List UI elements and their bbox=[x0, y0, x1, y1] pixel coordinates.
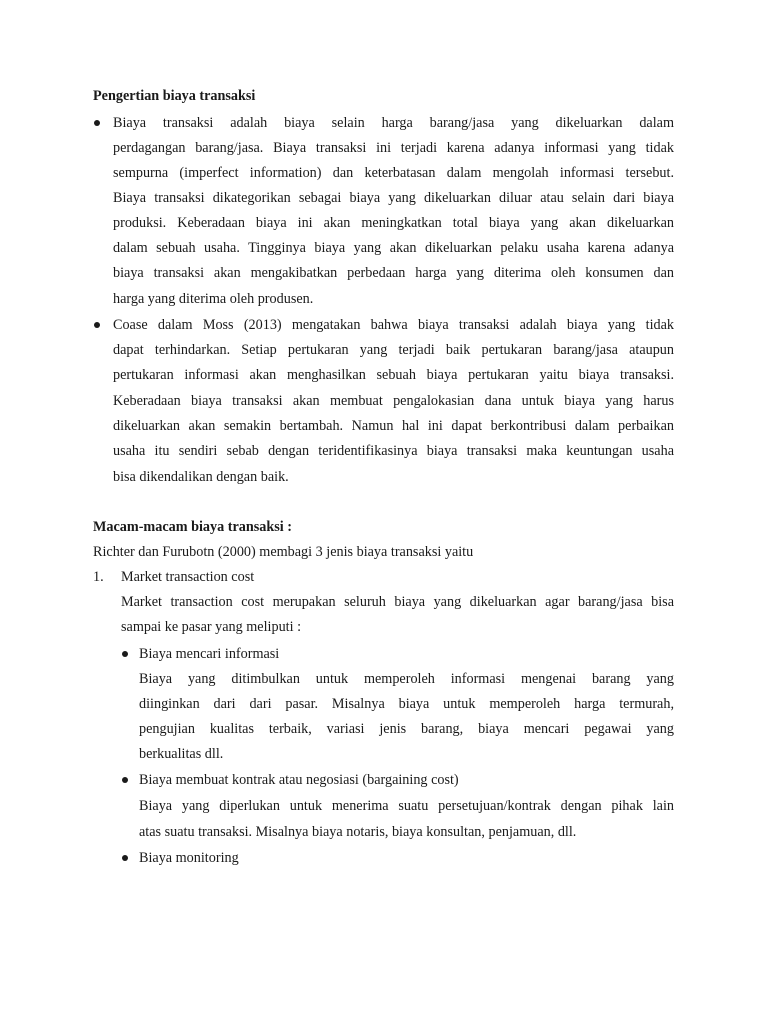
section-title-pengertian: Pengertian biaya transaksi bbox=[93, 88, 256, 104]
bullet-icon bbox=[122, 855, 128, 861]
paragraph-line: berkualitas dll. bbox=[139, 746, 224, 762]
paragraph-line: Keberadaan biaya transaksi akan membuat pengalokasian dana untuk biaya yang harus bbox=[113, 393, 674, 409]
paragraph-line: Biaya yang diperlukan untuk menerima suatu persetujuan/kontrak dengan pihak lain bbox=[139, 798, 674, 814]
paragraph-line: pertukaran informasi akan menghasilkan sebuah biaya pertukaran yaitu biaya transaksi. bbox=[113, 367, 674, 383]
paragraph-line: dikeluarkan akan semakin bertambah. Namun hal ini dapat berkontribusi dalam perbaikan bbox=[113, 418, 674, 434]
bullet-icon bbox=[94, 322, 100, 328]
paragraph-line: diinginkan dari dari pasar. Misalnya biaya untuk memperoleh harga termurah, bbox=[139, 696, 674, 712]
paragraph-line: dalam sebuah usaha. Tingginya biaya yang akan dikeluarkan pelaku usaha karena adanya bbox=[113, 240, 674, 256]
paragraph-line: Biaya yang ditimbulkan untuk memperoleh informasi mengenai barang yang bbox=[139, 671, 674, 687]
bullet-icon bbox=[122, 651, 128, 657]
sub-item-title: Biaya membuat kontrak atau negosiasi (bargaining cost) bbox=[139, 772, 459, 788]
paragraph-line: Coase dalam Moss (2013) mengatakan bahwa biaya transaksi adalah biaya yang tidak bbox=[113, 317, 674, 333]
paragraph-line: usaha itu sendiri sebab dengan teridentifikasinya biaya transaksi maka keuntungan usaha bbox=[113, 443, 674, 459]
intro-text: Richter dan Furubotn (2000) membagi 3 jenis biaya transaksi yaitu bbox=[93, 544, 474, 560]
paragraph-line: Biaya transaksi dikategorikan sebagai biaya yang dikeluarkan diluar atau selain dari biaya bbox=[113, 190, 674, 206]
paragraph-line: harga yang diterima oleh produsen. bbox=[113, 291, 314, 307]
paragraph-line: dapat terhindarkan. Setiap pertukaran yang terjadi baik pertukaran barang/jasa ataupun bbox=[113, 342, 674, 358]
paragraph-line: atas suatu transaksi. Misalnya biaya notaris, biaya konsultan, penjamuan, dll. bbox=[139, 824, 577, 840]
paragraph-line: produksi. Keberadaan biaya ini akan meningkatkan total biaya yang akan dikeluarkan bbox=[113, 215, 674, 231]
paragraph-line: perdagangan barang/jasa. Biaya transaksi ini terjadi karena adanya informasi yang tidak bbox=[113, 140, 674, 156]
bullet-icon bbox=[122, 777, 128, 783]
paragraph-line: biaya transaksi akan mengakibatkan perbedaan harga yang diterima oleh konsumen dan bbox=[113, 265, 674, 281]
sub-item-title: Biaya mencari informasi bbox=[139, 646, 280, 662]
paragraph-line: Biaya transaksi adalah biaya selain harga barang/jasa yang dikeluarkan dalam bbox=[113, 115, 674, 131]
bullet-icon bbox=[94, 120, 100, 126]
sub-item-title: Biaya monitoring bbox=[139, 850, 239, 866]
section-title-macam: Macam-macam biaya transaksi : bbox=[93, 519, 292, 535]
paragraph-line: sampai ke pasar yang meliputi : bbox=[121, 619, 302, 635]
list-number: 1. bbox=[93, 569, 104, 585]
paragraph-line: bisa dikendalikan dengan baik. bbox=[113, 469, 289, 485]
paragraph-line: pengujian kualitas terbaik, variasi jenis barang, biaya mencari pegawai yang bbox=[139, 721, 674, 737]
paragraph-line: sempurna (imperfect information) dan keterbatasan dalam mengolah informasi tersebut. bbox=[113, 165, 674, 181]
paragraph-line: Market transaction cost merupakan seluruh biaya yang dikeluarkan agar barang/jasa bisa bbox=[121, 594, 674, 610]
list-item-title: Market transaction cost bbox=[121, 569, 255, 585]
